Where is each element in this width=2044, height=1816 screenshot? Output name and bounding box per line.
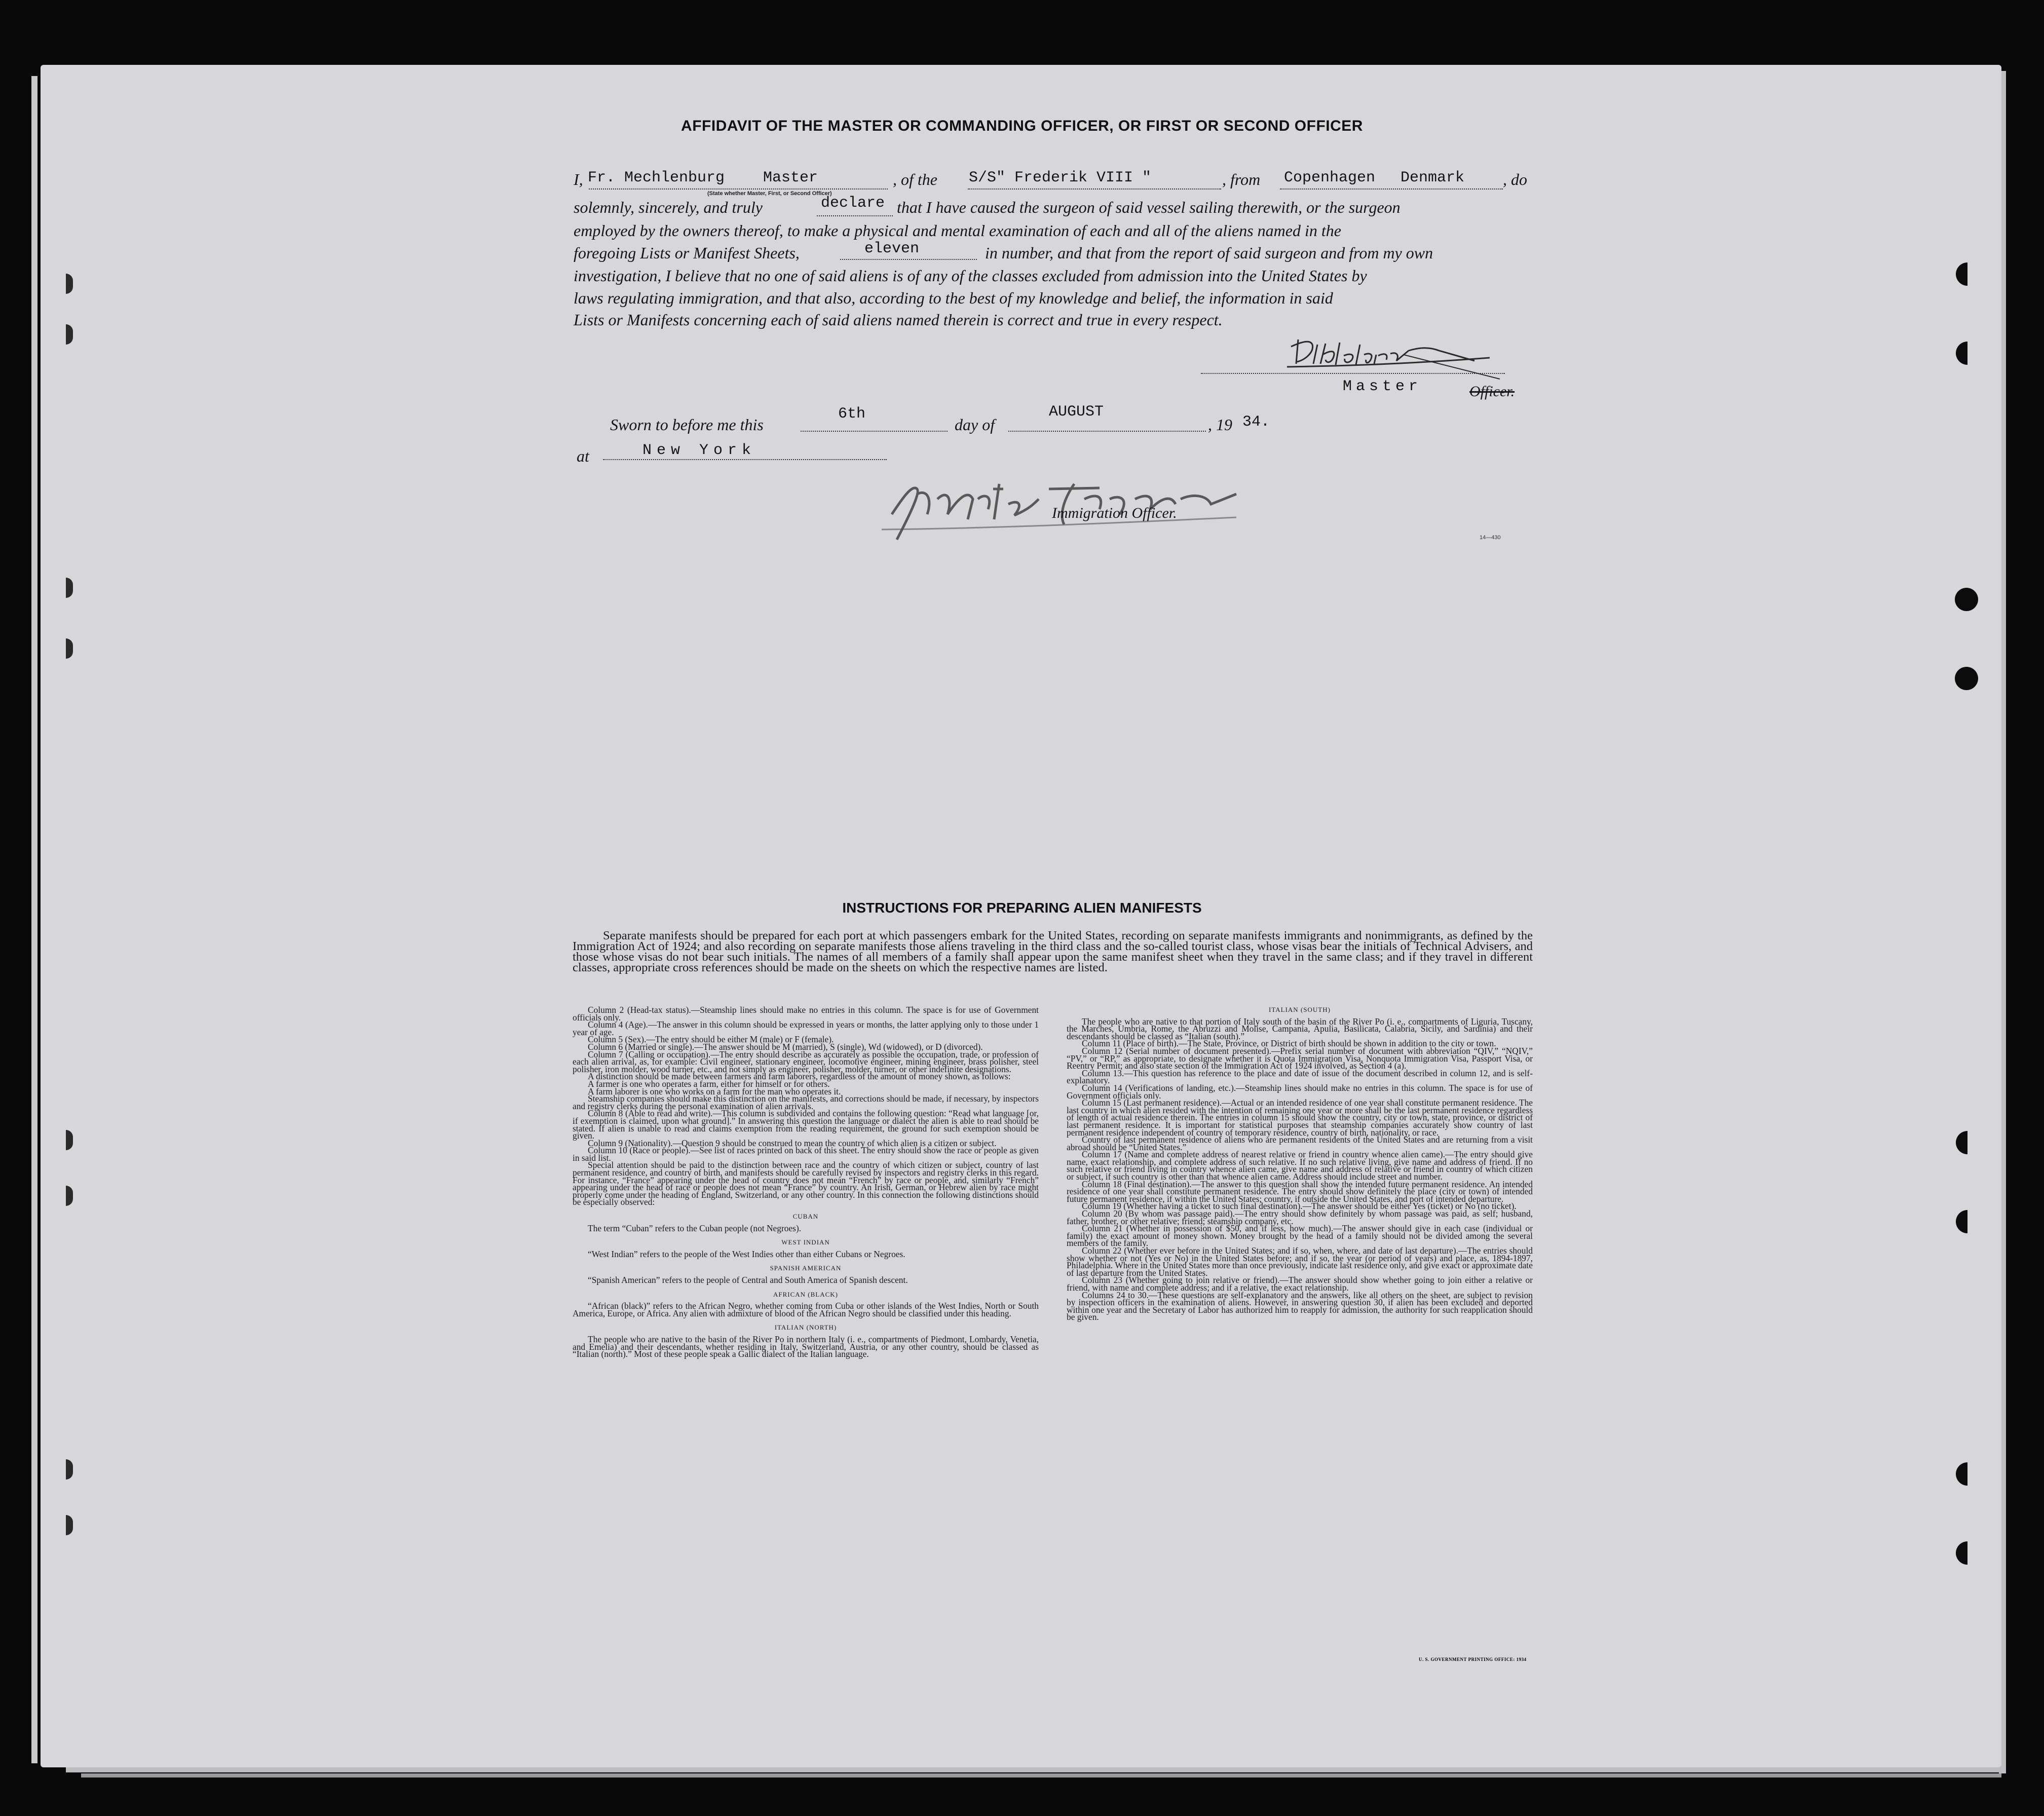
text-year-prefix: , 19 xyxy=(1208,415,1232,434)
section-heading: SPANISH AMERICAN xyxy=(770,1264,842,1272)
affidavit-title: AFFIDAVIT OF THE MASTER OR COMMANDING OFFICER, OR FIRST OR SECOND OFFICER xyxy=(681,118,1363,134)
instruction-paragraph: The term “Cuban” refers to the Cuban people (not Negroes). xyxy=(588,1223,802,1233)
declare-word: declare xyxy=(821,195,885,212)
text-from: , from xyxy=(1222,170,1261,188)
instruction-paragraph: Column 10 (Race or people).—See list of races printed on back of this sheet. The entry should show the race or people as given in said list. xyxy=(573,1145,1039,1163)
fill-line xyxy=(603,459,887,460)
affidavit-line-7: Lists or Manifests concerning each of said aliens named therein is correct and true in every respect. xyxy=(574,311,1223,329)
punch-hole xyxy=(1955,667,1978,690)
section-heading: AFRICAN (BLACK) xyxy=(773,1290,839,1298)
instruction-paragraph: Column 2 (Head-tax status).—Steamship lines should make no entries in this column. The space is for use of Government officials only. xyxy=(573,1005,1039,1023)
signature-line xyxy=(1201,373,1505,374)
officer-word: Officer. xyxy=(1469,383,1515,400)
page-edge-bottom xyxy=(81,1773,2001,1777)
punch-hole xyxy=(1956,342,1979,365)
master-rank: Master xyxy=(763,169,818,186)
text-at: at xyxy=(577,447,589,465)
instruction-paragraph: Column 20 (By whom was passage paid).—The entry should show definitely by whom passage was paid, as self; husband, father, brother, or other relative; friend; steamship company, etc. xyxy=(1067,1208,1533,1226)
fill-line xyxy=(968,188,1221,190)
instruction-paragraph: Column 18 (Final destination).—The answer to this question shall show the intended future permanent residence. An intended residence of one year shall constitute permanent residence. The entry should show definitely the place (city or town) of intended future permanent residence, if within the United States; country, if outside the United States, and port of intended departure. xyxy=(1067,1179,1533,1204)
departure-port: Copenhagen xyxy=(1284,169,1376,186)
affidavit-line-4: foregoing Lists or Manifest Sheets, xyxy=(574,244,800,262)
signer-title: Master xyxy=(1343,378,1422,395)
affidavit-line-2-rest: that I have caused the surgeon of said vessel sailing therewith, or the surgeon xyxy=(897,198,1400,216)
instruction-paragraph: Country of last permanent residence of aliens who are permanent residents of the United States and are returning from a visit abroad should be “United States.” xyxy=(1067,1134,1533,1152)
rank-hint: (State whether Master, First, or Second Officer) xyxy=(707,191,832,197)
section-heading: ITALIAN (SOUTH) xyxy=(1269,1006,1331,1013)
instruction-paragraph: Column 9 (Nationality).—Question 9 should be construed to mean the country of which alien is a citizen or subject. xyxy=(588,1138,997,1148)
fill-line xyxy=(589,188,888,190)
departure-country: Denmark xyxy=(1400,169,1465,186)
instructions-intro xyxy=(573,930,1533,973)
instruction-paragraph: “West Indian” refers to the people of the West Indies other than either Cubans or Negroes. xyxy=(588,1248,905,1259)
punch-hole xyxy=(1956,262,1979,286)
fill-line xyxy=(817,215,893,216)
instruction-paragraph: A farmer is one who operates a farm, either for himself or for others. xyxy=(588,1078,830,1089)
instruction-paragraph: A farm laborer is one who works on a farm for the man who operates it. xyxy=(588,1086,841,1096)
instruction-paragraph: Steamship companies should make this distinction on the manifests, and corrections should be made, if necessary, by inspectors and registry clerks during the personal examination of alien arrivals. xyxy=(573,1093,1039,1111)
instruction-paragraph: Column 11 (Place of birth).—The State, Province, or District of birth should be shown in addition to the city or town. xyxy=(1082,1038,1496,1049)
page-edge-left xyxy=(31,76,37,1763)
punch-hole xyxy=(1956,1541,1979,1565)
instruction-paragraph: Column 8 (Able to read and write).—This column is subdivided and contains the following question: “Read what language [or, if exemption is claimed, upon what ground].” In answering this question the language or dialect the alien is able to read should be stated. If alien is unable to read and claims exemption from the reading requirement, the ground for such exemption should be given. xyxy=(573,1108,1039,1141)
fill-line xyxy=(801,431,948,432)
master-name: Fr. Mechlenburg xyxy=(588,169,725,186)
instructions-right-column xyxy=(1067,1006,1533,1321)
instruction-paragraph: Column 14 (Verifications of landing, etc.).—Steamship lines should make no entries in this column. The space is for use of Government officials only. xyxy=(1067,1082,1533,1101)
instruction-paragraph: Column 5 (Sex).—The entry should be either M (male) or F (female). xyxy=(588,1034,834,1045)
fill-line xyxy=(1280,188,1503,190)
instructions-left-column xyxy=(573,1006,1039,1358)
instruction-paragraph: Column 19 (Whether having a ticket to such final destination).—The answer should be either Yes (ticket) or No (no ticket). xyxy=(1082,1201,1517,1212)
ship-name: S/S" Frederik VIII " xyxy=(969,169,1152,186)
affidavit-line-4-rest: in number, and that from the report of said surgeon and from my own xyxy=(985,244,1433,262)
instructions-title: INSTRUCTIONS FOR PREPARING ALIEN MANIFESTS xyxy=(842,900,1202,916)
instruction-paragraph: Column 22 (Whether ever before in the United States; and if so, when, where, and date of last departure).—The entries should show whether or not (Yes or No) in the United States before; and if so, the year (or period of years) and place, as, 1894-1897, Philadelphia. Where in the United States more than once previously, indicate last residence only, and give exact or approximate date of last departure from the United States. xyxy=(1067,1245,1533,1278)
sworn-month: AUGUST xyxy=(1049,403,1104,421)
instruction-paragraph: “Spanish American” refers to the people of Central and South America of Spanish descent. xyxy=(588,1275,908,1285)
sworn-place: New York xyxy=(642,442,756,459)
page-edge-bottom xyxy=(66,1767,2001,1772)
intro-paragraph: Separate manifests should be prepared for each port at which passengers embark for the United States, recording on separate manifests immigrants and nonimmigrants, as defined by the Immigration Act of 1924; and also recording on separate manifests those aliens traveling in the third class and the so-called tourist class, whose visas bear the initials of Technical Advisers, and those whose visas do not bear such initials. The names of all members of a family shall appear upon the same manifest sheet when they travel in the same class; and if they travel in different classes, appropriate cross references should be made on the sheets on which the respective names are listed. xyxy=(573,929,1533,974)
instruction-paragraph: Column 12 (Serial number of document presented).—Prefix serial number of document with abbreviation “QIV,” “NQIV,” “PV,” or “RP,” as appropriate, to designate whether it is Quota Immigration Visa, Nonquota Immigration Visa, Passport Visa, or Reentry Permit; and also state section of the Immigration Act of 1924 involved, as Section 4 (a). xyxy=(1067,1045,1533,1071)
instruction-paragraph: “African (black)” refers to the African Negro, whether coming from Cuba or other islands of the West Indies, North or South America, Europe, or Africa. Any alien with admixture of blood of the African Negro should be classified under this heading. xyxy=(573,1301,1039,1318)
text-of-the: , of the xyxy=(893,170,937,188)
printer-imprint: U. S. GOVERNMENT PRINTING OFFICE: 1934 xyxy=(1419,1657,1527,1662)
instruction-paragraph: Column 13.—This question has reference to the place and date of issue of the document described in column 12, and is self-explanatory. xyxy=(1067,1068,1533,1086)
punch-hole xyxy=(1956,1210,1979,1233)
master-signature xyxy=(1236,324,1510,380)
text-solemnly: solemnly, sincerely, and truly xyxy=(574,198,763,216)
instruction-paragraph: Columns 24 to 30.—These questions are self-explanatory and the answers, like all others on the sheet, are subject to revision by inspection officers in the examination of aliens. However, in answering question 30, if alien has been excluded and deported within one year and the Secretary of Labor has authorized him to reapply for admission, the authority for such reapplication should be given. xyxy=(1067,1290,1533,1322)
affidavit-line-6: laws regulating immigration, and that also, according to the best of my knowledge and belief, the information in said xyxy=(574,289,1333,307)
instruction-paragraph: Column 23 (Whether going to join relative or friend).—The answer should show whether going to join either a relative or friend, with name and complete address; and if a relative, the exact relationship. xyxy=(1067,1275,1533,1293)
affidavit-line-5: investigation, I believe that no one of said aliens is of any of the classes excluded from admission into the United States by xyxy=(574,267,1367,285)
instruction-paragraph: Column 7 (Calling or occupation).—The entry should describe as accurately as possible the occupation, trade, or profession of each alien arrival, as, for example: Civil engineer, stationary engineer, locomotive engineer, mining engineer, brass polisher, steel polisher, iron molder, wood turner, etc., and not simply as engineer, polisher, molder, turner, or other indefinite designations. xyxy=(573,1049,1039,1074)
text-do: , do xyxy=(1503,170,1527,188)
punch-hole xyxy=(1956,1131,1979,1154)
instruction-paragraph: Column 17 (Name and complete address of nearest relative or friend in country whence alien came).—The entry should give name, exact relationship, and complete address of such relative. If no such relative living, give name and address of friend. If no such relative or friend living in country whence alien came, give name and address of relative or friend in country of which citizen or subject, if such country is other than that whence alien came. Address should include street and number. xyxy=(1067,1149,1533,1182)
instruction-paragraph: Special attention should be paid to the distinction between race and the country of which citizen or subject, country of last permanent residence, and country of birth, and manifests should be carefully revised by inspectors and registry clerks in this regard. For instance, “France” appearing under the head of country does not mean “French” by race or people, and, similarly “French” appearing under the head of race or people does not mean “France” by country. An Irish, German, or Hebrew alien by race might properly come under the heading of England, Switzerland, or any other country. In this connection the following distinctions should be especially observed: xyxy=(573,1160,1039,1207)
instruction-paragraph: A distinction should be made between farmers and farm laborers, regardless of the amount of money shown, as follows: xyxy=(588,1071,1011,1082)
fill-line xyxy=(1008,431,1206,432)
immigration-officer-label: Immigration Officer. xyxy=(1052,505,1177,521)
punch-hole xyxy=(1956,1462,1979,1486)
manifest-count: eleven xyxy=(864,240,920,257)
fill-line xyxy=(840,259,977,260)
instruction-paragraph: Column 15 (Last permanent residence).—Actual or an intended residence of one year shall constitute permanent residence. The last country in which alien resided with the intention of remaining one year or more shall be the last permanent residence regardless of length of actual residence therein. The entries in column 15 should show the country, city or town, state, province, or district of last permanent residence. It is important for statistical purposes that steamship companies accurately show country of last permanent residence independent of country of temporary residence, country of birth, nationality, or race. xyxy=(1067,1098,1533,1138)
affidavit-line-3: employed by the owners thereof, to make a physical and mental examination of each and all of the aliens named in the xyxy=(574,221,1341,240)
punch-hole xyxy=(1955,588,1978,611)
instruction-paragraph: Column 4 (Age).—The answer in this column should be expressed in years or months, the latter applying only to those under 1 year of age. xyxy=(573,1019,1039,1037)
instruction-paragraph: The people who are native to that portion of Italy south of the basin of the River Po (i. e., compartments of Liguria, Tuscany, the Marches, Umbria, Rome, the Abruzzi and Molise, Campania, Apulia, Basilicata, Calabria, Sicily, and Sardinia) and their descendants should be classed as “Italian (south).” xyxy=(1067,1016,1533,1041)
section-heading: CUBAN xyxy=(792,1213,819,1221)
form-number: 14—430 xyxy=(1480,535,1501,541)
instruction-paragraph: The people who are native to the basin of the River Po in northern Italy (i. e., compartments of Piedmont, Lombardy, Venetia, and Emelia) and their descendants, whether residing in Italy, Switzerland, Austria, or any other country, should be classed as “Italian (north).” Most of these people speak a Gallic dialect of the Italian language. xyxy=(573,1334,1039,1359)
section-heading: WEST INDIAN xyxy=(781,1238,830,1246)
section-heading: ITALIAN (NORTH) xyxy=(774,1323,837,1332)
instruction-paragraph: Column 6 (Married or single).—The answer should be M (married), S (single), Wd (widowed), or D (divorced). xyxy=(588,1041,983,1052)
instruction-paragraph: Column 21 (Whether in possession of $50, and if less, how much).—The answer should give in each case (individual or family) the exact amount of money shown. Money brought by the head of a family should not be divided among the several members of the family. xyxy=(1067,1223,1533,1248)
text-i: I, xyxy=(574,170,583,188)
sworn-year: 34. xyxy=(1242,413,1270,431)
sworn-text: Sworn to before me this xyxy=(610,415,764,434)
text-day-of: day of xyxy=(955,415,995,434)
sworn-day: 6th xyxy=(838,405,866,423)
